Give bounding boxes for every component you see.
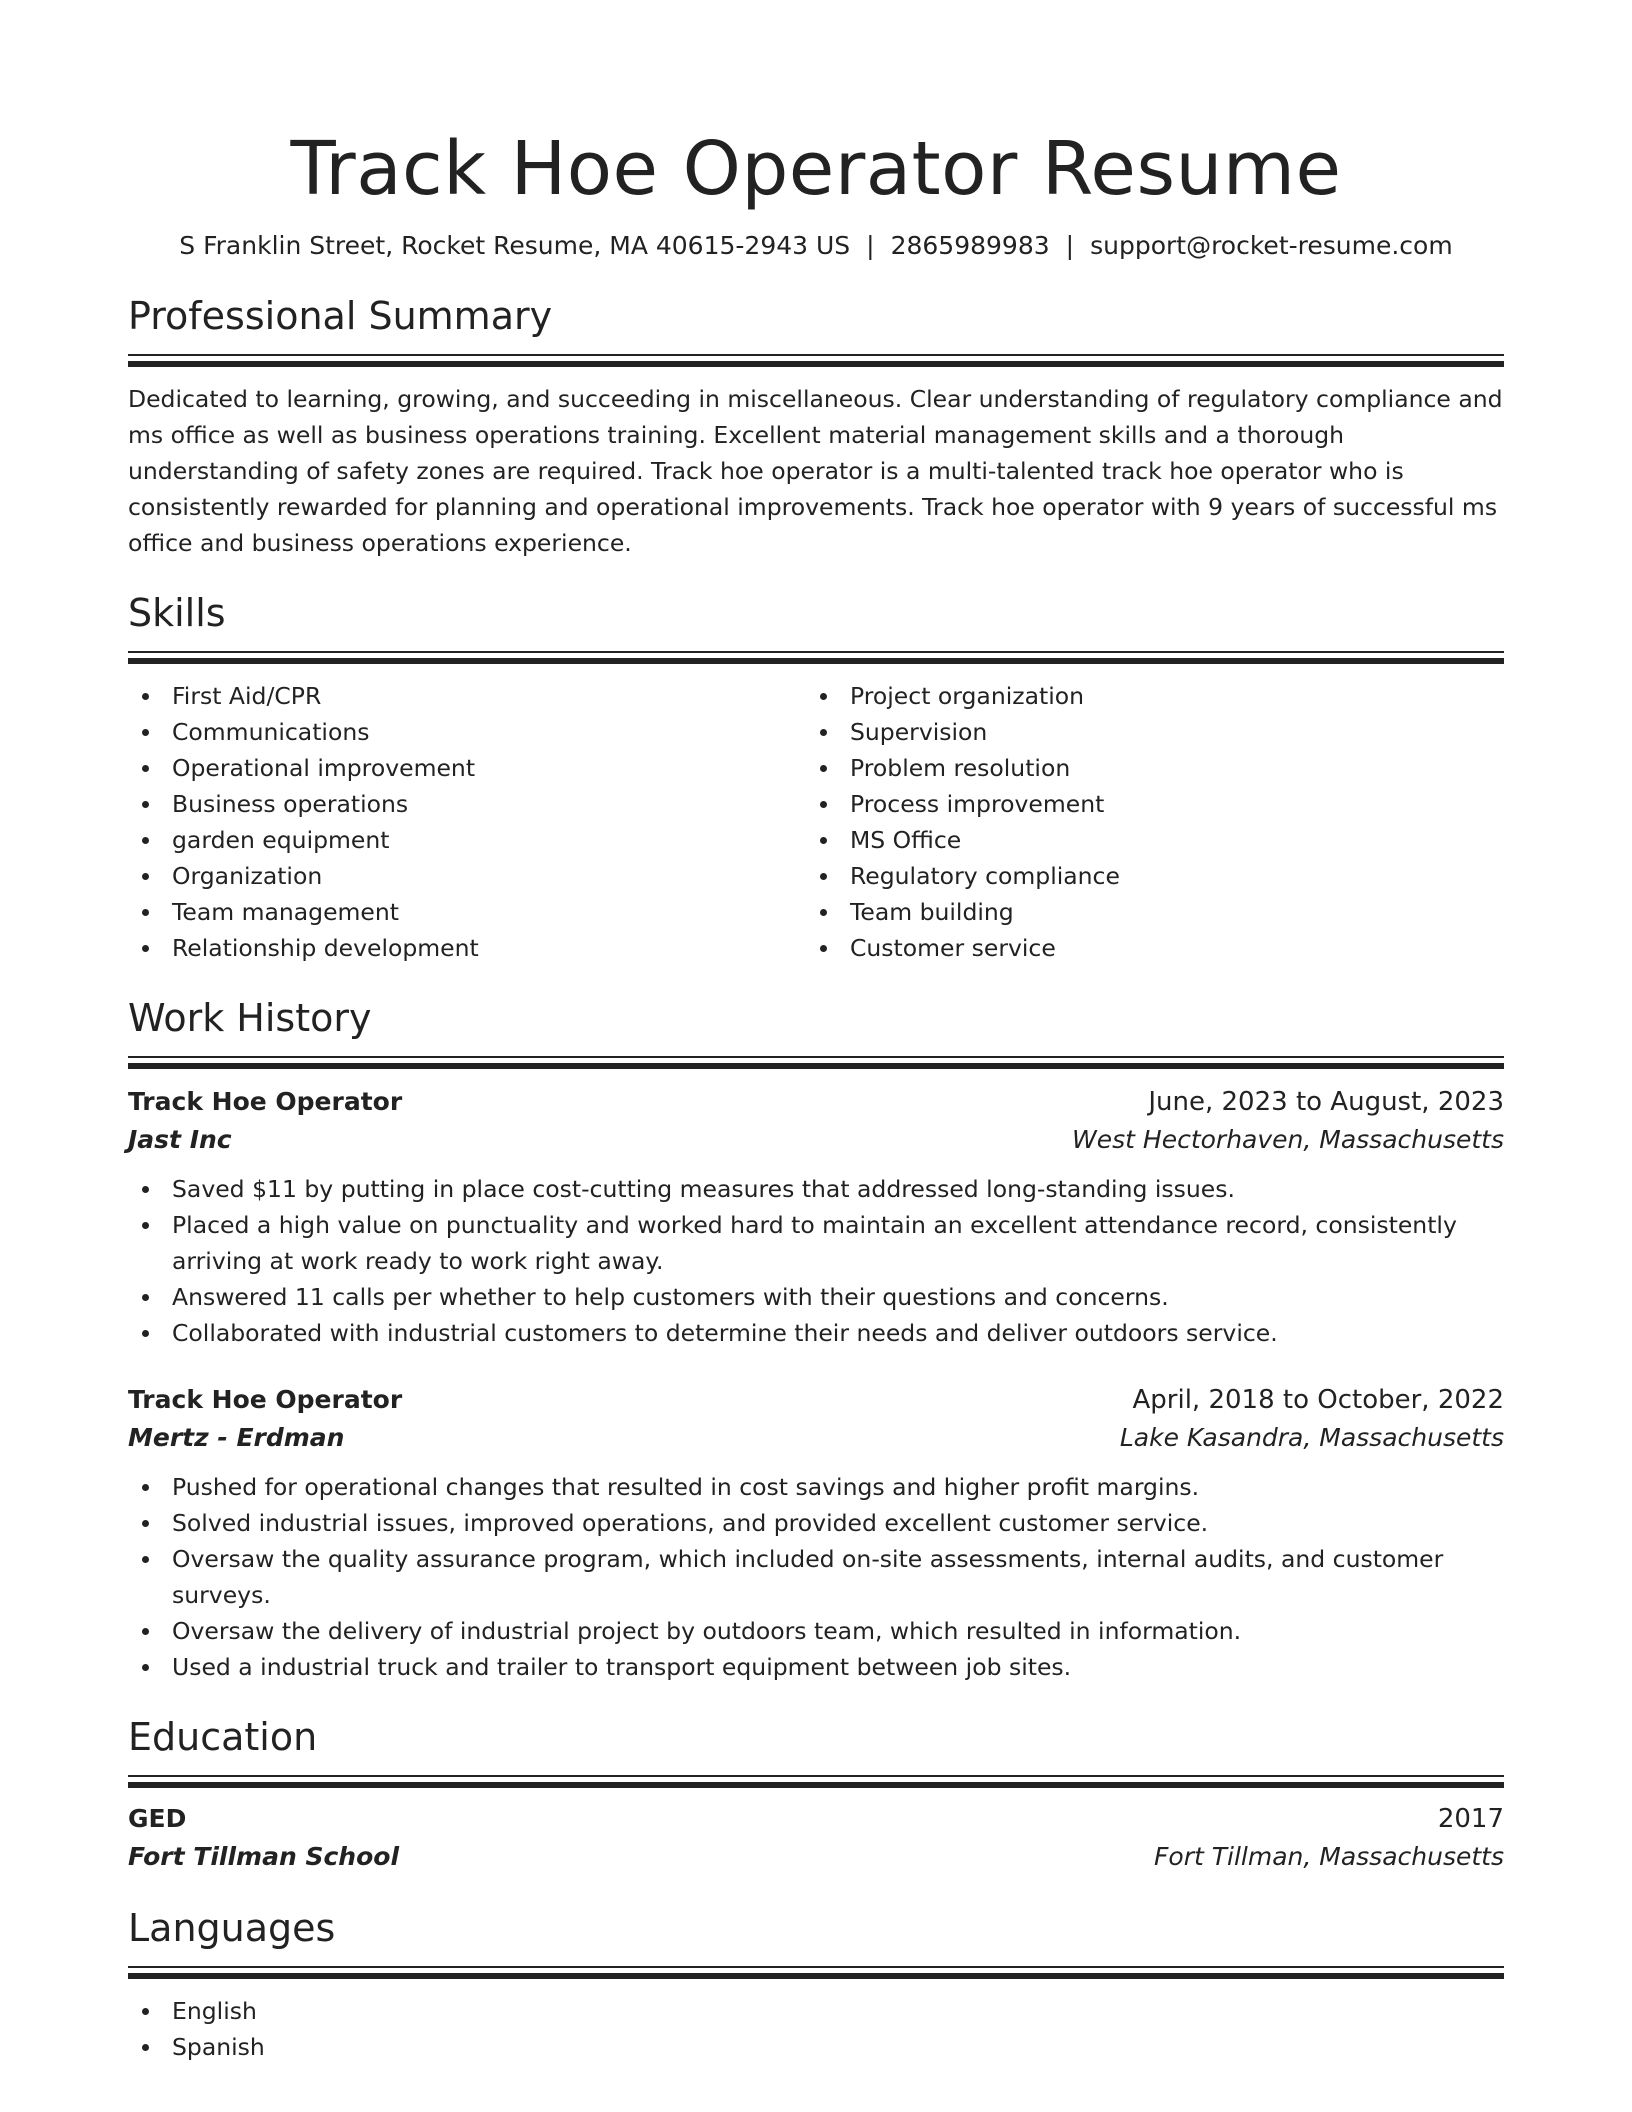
- job-bullet: Used a industrial truck and trailer to transport equipment between job sites.: [128, 1649, 1504, 1685]
- languages-section: [128, 1904, 1504, 2065]
- job-bullet: Solved industrial issues, improved operations, and provided excellent customer service.: [128, 1505, 1504, 1541]
- skills-grid: [128, 678, 1504, 966]
- job-header: [128, 1083, 1504, 1121]
- summary-section: [128, 292, 1504, 561]
- education-location: Fort Tillman, Massachusetts: [1154, 1842, 1504, 1871]
- job-bullet: Pushed for operational changes that resulted in cost savings and higher profit margins.: [128, 1469, 1504, 1505]
- skill-item: Communications: [128, 714, 806, 750]
- education-school: Fort Tillman School: [128, 1842, 400, 1871]
- skill-item: Supervision: [806, 714, 1484, 750]
- summary-text: Dedicated to learning, growing, and succeeding in miscellaneous. Clear understanding of regulatory compliance and ms office as well as business operations training. Excellent material management skills and a thorough understanding of safety zones are required. Track hoe operator is a multi-talented track hoe operator who is consistently rewarded for planning and operational improvements. Track hoe operator with 9 years of successful ms office and business operations experience.: [128, 385, 1503, 557]
- job-bullet: Oversaw the delivery of industrial project by outdoors team, which resulted in information.: [128, 1613, 1504, 1649]
- job-subheader: [128, 1419, 1504, 1457]
- job-company: Jast Inc: [128, 1125, 232, 1154]
- education-entry: [128, 1800, 1504, 1876]
- skill-item: Operational improvement: [128, 750, 806, 786]
- section-divider: [128, 1775, 1504, 1788]
- contact-line: [128, 230, 1504, 262]
- job-company: Mertz - Erdman: [128, 1423, 345, 1452]
- job-bullet: Oversaw the quality assurance program, which included on-site assessments, internal audits, and customer surveys.: [128, 1541, 1504, 1613]
- contact-address: S Franklin Street, Rocket Resume, MA 40615-2943 US: [179, 231, 851, 260]
- skill-item: First Aid/CPR: [128, 678, 806, 714]
- language-item: English: [128, 1993, 1504, 2029]
- contact-phone: 2865989983: [890, 231, 1050, 260]
- skill-item: Organization: [128, 858, 806, 894]
- education-subheader: [128, 1838, 1504, 1876]
- skill-item: Relationship development: [128, 930, 806, 966]
- education-header: [128, 1800, 1504, 1838]
- job-location: West Hectorhaven, Massachusetts: [1072, 1125, 1504, 1154]
- work-history-section: [128, 994, 1504, 1685]
- language-item: Spanish: [128, 2029, 1504, 2065]
- resume-title: Track Hoe Operator Resume: [290, 126, 1342, 212]
- job-subheader: [128, 1121, 1504, 1159]
- job-bullet: Collaborated with industrial customers to determine their needs and deliver outdoors service.: [128, 1315, 1504, 1351]
- skills-list-right: [806, 678, 1484, 966]
- job-dates: June, 2023 to August, 2023: [1148, 1087, 1504, 1117]
- work-history-heading: Work History: [128, 996, 372, 1040]
- languages-heading: Languages: [128, 1906, 336, 1950]
- skill-item: Project organization: [806, 678, 1484, 714]
- skills-section: [128, 589, 1504, 966]
- skills-list-left: [128, 678, 806, 966]
- skill-item: Team management: [128, 894, 806, 930]
- skill-item: Problem resolution: [806, 750, 1484, 786]
- section-divider: [128, 354, 1504, 367]
- skill-item: Process improvement: [806, 786, 1484, 822]
- job-location: Lake Kasandra, Massachusetts: [1119, 1423, 1504, 1452]
- job-dates: April, 2018 to October, 2022: [1132, 1385, 1504, 1415]
- summary-heading: Professional Summary: [128, 294, 553, 338]
- skill-item: Regulatory compliance: [806, 858, 1484, 894]
- section-divider: [128, 1966, 1504, 1979]
- contact-separator: |: [1065, 231, 1075, 260]
- job-bullet-list: [128, 1469, 1504, 1685]
- skill-item: Team building: [806, 894, 1484, 930]
- section-divider: [128, 651, 1504, 664]
- job-header: [128, 1381, 1504, 1419]
- section-divider: [128, 1056, 1504, 1069]
- skill-item: garden equipment: [128, 822, 806, 858]
- job-entry: [128, 1381, 1504, 1685]
- job-bullet: Answered 11 calls per whether to help customers with their questions and concerns.: [128, 1279, 1504, 1315]
- skills-heading: Skills: [128, 591, 226, 635]
- education-year: 2017: [1437, 1804, 1504, 1834]
- job-bullet-list: [128, 1171, 1504, 1351]
- job-title: Track Hoe Operator: [128, 1385, 403, 1414]
- job-bullet: Placed a high value on punctuality and worked hard to maintain an excellent attendance record, consistently arriving at work ready to work right away.: [128, 1207, 1504, 1279]
- contact-separator: |: [866, 231, 875, 260]
- job-entry: [128, 1083, 1504, 1351]
- education-heading: Education: [128, 1715, 318, 1759]
- contact-email[interactable]: support@rocket-resume.com: [1090, 231, 1453, 260]
- skill-item: Business operations: [128, 786, 806, 822]
- education-degree: GED: [128, 1804, 187, 1833]
- skill-item: Customer service: [806, 930, 1484, 966]
- job-bullet: Saved $11 by putting in place cost-cutting measures that addressed long-standing issues.: [128, 1171, 1504, 1207]
- resume-page: [128, 0, 1504, 2065]
- skill-item: MS Office: [806, 822, 1484, 858]
- job-title: Track Hoe Operator: [128, 1087, 403, 1116]
- education-section: [128, 1713, 1504, 1876]
- languages-list: [128, 1993, 1504, 2065]
